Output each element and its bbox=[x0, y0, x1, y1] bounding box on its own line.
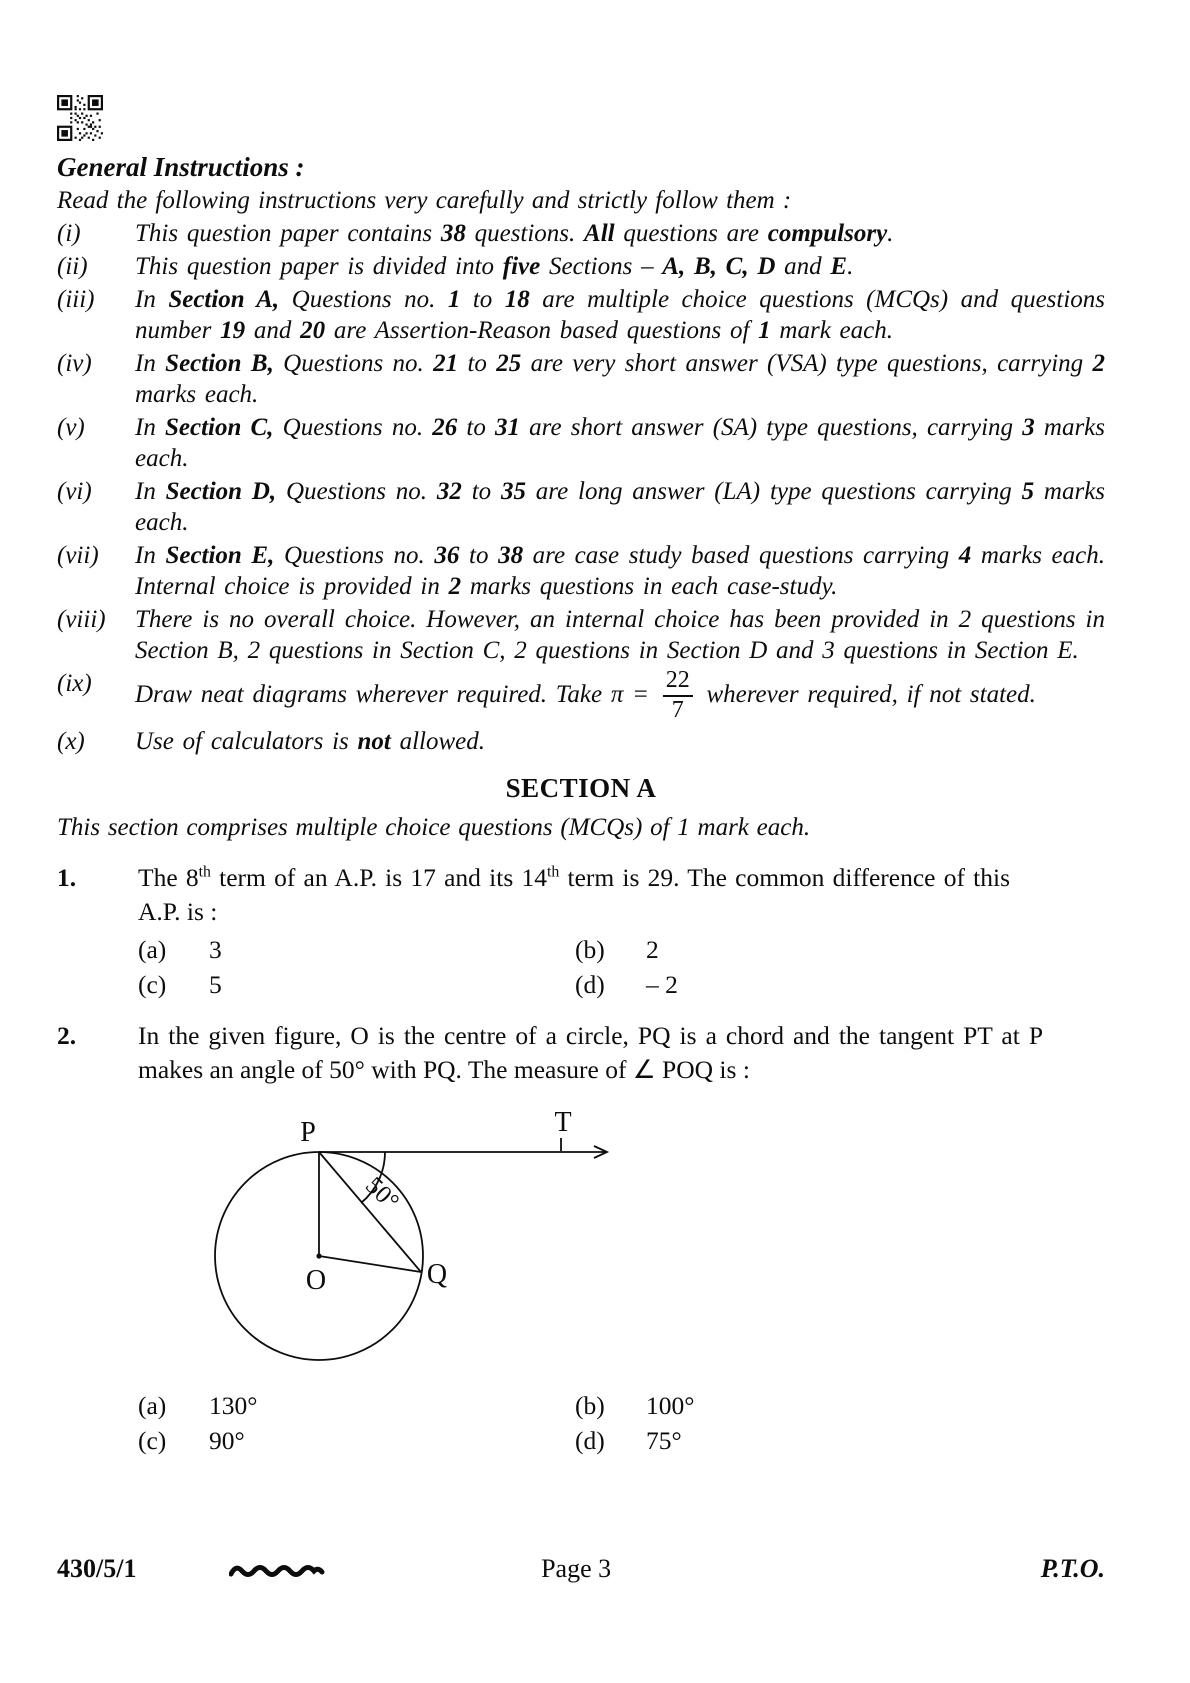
question-1-options bbox=[138, 933, 1105, 1001]
paper-code: 430/5/1 bbox=[57, 1554, 137, 1583]
instruction-list bbox=[57, 218, 1105, 757]
question-2-options bbox=[138, 1389, 1105, 1457]
instruction-number: (v) bbox=[57, 414, 85, 441]
instruction-number: (iv) bbox=[57, 350, 92, 377]
instruction-text: Draw neat diagrams wherever required. Take π = $\frac{22}{7}$ wherever required, if not stated. bbox=[135, 667, 1036, 723]
figure-label-q: Q bbox=[426, 1258, 448, 1290]
question-2-figure bbox=[149, 1095, 1105, 1377]
page-footer bbox=[57, 1554, 1105, 1594]
question-number: 2. bbox=[57, 1020, 77, 1050]
question-text: The 8th term of an A.P. is 17 and its 14th term is 29. The common difference of this A.P. is : bbox=[138, 862, 1010, 926]
option-value: 5 bbox=[209, 969, 222, 999]
option-value: 130° bbox=[209, 1390, 258, 1420]
scribble-icon bbox=[229, 1562, 325, 1584]
instruction-text: There is no overall choice. However, an internal choice has been provided in 2 questions in Section B, 2 questions in Section C, 2 questions in Section D and 3 questions in Section E. bbox=[135, 606, 1105, 664]
instruction-number: (viii) bbox=[57, 606, 106, 633]
instruction-number: (i) bbox=[57, 220, 81, 247]
center-dot bbox=[316, 1253, 321, 1258]
option-value: 3 bbox=[209, 934, 222, 964]
option-label: (a) bbox=[138, 1390, 167, 1420]
general-instructions-title: General Instructions : bbox=[57, 152, 305, 182]
instruction-text: Use of calculators is not allowed. bbox=[135, 727, 486, 755]
option-label: (d) bbox=[575, 969, 605, 999]
instruction-item bbox=[57, 668, 1105, 724]
general-instructions-lead: Read the following instructions very carefully and strictly follow them : bbox=[57, 187, 792, 214]
instruction-number: (ii) bbox=[57, 253, 88, 280]
instruction-number: (x) bbox=[57, 727, 85, 755]
option-value: 2 bbox=[646, 934, 659, 964]
instruction-text: In Section A, Questions no. 1 to 18 are multiple choice questions (MCQs) and questions number 19 and 20 are Assertion-Reason based questions of 1 mark each. bbox=[135, 286, 1106, 344]
instruction-item bbox=[57, 726, 1105, 757]
instruction-text: This question paper is divided into five Sections – A, B, C, D and E. bbox=[135, 253, 854, 280]
figure-label-o: O bbox=[305, 1264, 327, 1296]
option-value: 100° bbox=[646, 1390, 695, 1420]
option-label: (b) bbox=[575, 1390, 605, 1420]
instruction-item bbox=[57, 604, 1105, 666]
pto-label: P.T.O. bbox=[1040, 1554, 1105, 1583]
question-2 bbox=[57, 1019, 1105, 1087]
figure-angle-label: 50° bbox=[360, 1171, 405, 1216]
option-label: (a) bbox=[138, 934, 167, 964]
segment-oq bbox=[319, 1256, 421, 1272]
instruction-item bbox=[57, 251, 1105, 282]
question-number: 1. bbox=[57, 862, 77, 892]
figure-label-t: T bbox=[554, 1106, 572, 1138]
chord-pq bbox=[319, 1152, 421, 1272]
instruction-text: This question paper contains 38 questions. All questions are compulsory. bbox=[135, 220, 894, 247]
page-number: Page 3 bbox=[541, 1554, 612, 1583]
option-label: (b) bbox=[575, 934, 605, 964]
instruction-item bbox=[57, 218, 1105, 249]
instruction-item bbox=[57, 284, 1105, 346]
option-label: (c) bbox=[138, 969, 167, 999]
instruction-text: In Section D, Questions no. 32 to 35 are long answer (LA) type questions carrying 5 marks each. bbox=[135, 478, 1106, 536]
figure-label-p: P bbox=[300, 1116, 316, 1148]
section-a-title: SECTION A bbox=[505, 772, 657, 803]
option-value: 90° bbox=[209, 1425, 245, 1455]
instruction-number: (vi) bbox=[57, 478, 92, 505]
option-value: 75° bbox=[646, 1425, 682, 1455]
page-content bbox=[0, 95, 1190, 1457]
instruction-item bbox=[57, 540, 1105, 602]
qr-code-icon bbox=[57, 95, 103, 141]
instruction-text: In Section B, Questions no. 21 to 25 are very short answer (VSA) type questions, carrying 2 marks each. bbox=[135, 350, 1106, 408]
instruction-item bbox=[57, 412, 1105, 474]
option-value: – 2 bbox=[646, 969, 678, 999]
instruction-text: In Section E, Questions no. 36 to 38 are case study based questions carrying 4 marks each. Internal choice is provided in 2 marks questions in each case-study. bbox=[135, 542, 1106, 600]
instruction-item bbox=[57, 348, 1105, 410]
circle-tangent-figure bbox=[149, 1095, 619, 1377]
question-text: In the given figure, O is the centre of a circle, PQ is a chord and the tangent PT at P makes an angle of 50° with PQ. The measure of ∠ POQ is : bbox=[138, 1020, 1043, 1084]
instruction-text: In Section C, Questions no. 26 to 31 are short answer (SA) type questions, carrying 3 marks each. bbox=[135, 414, 1105, 472]
option-label: (c) bbox=[138, 1425, 167, 1455]
instruction-number: (ix) bbox=[57, 670, 92, 697]
section-a-lead: This section comprises multiple choice questions (MCQs) of 1 mark each. bbox=[57, 813, 811, 841]
instruction-item bbox=[57, 476, 1105, 538]
instruction-number: (vii) bbox=[57, 542, 99, 569]
option-label: (d) bbox=[575, 1425, 605, 1455]
instruction-number: (iii) bbox=[57, 286, 95, 313]
question-1 bbox=[57, 861, 1105, 929]
